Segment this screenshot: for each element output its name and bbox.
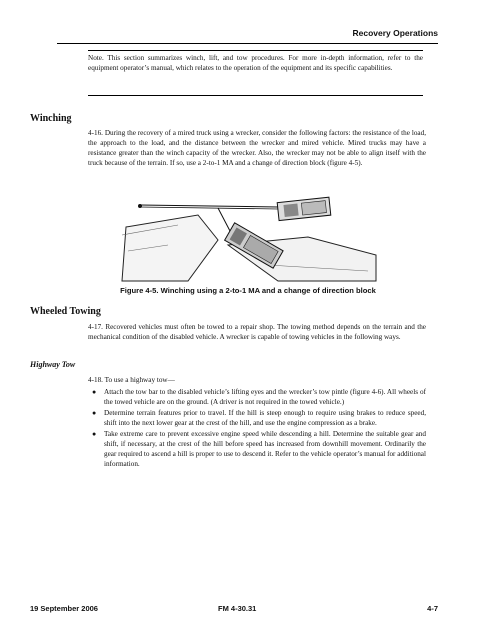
paragraph-4-18: 4-18. To use a highway tow— [88, 376, 175, 384]
note-rule-top [88, 50, 423, 51]
paragraph-4-16: 4-16. During the recovery of a mired truck using a wrecker, consider the following factors: the resistance of the load, the approach to the load, and the distance between the wrecker and mired vehicle. Mired trucks may have a resistance greater than the winch capacity of the wrecker. Also, the wrecker may not be able to align itself with the truck because of the terrain. If so, use a 2-to-1 MA and a change of direction block (figure 4-5). [88, 129, 426, 167]
list-item: ● Take extreme care to prevent excessive engine speed while descending a hill. Determine the suitable gear and shift, if necessary, at the crest of the hill before speed has increased from downhill movement. Ordinarily the gear required to ascend a hill is proper to use to descend it. Refer to the vehicle operator’s manual for additional information. [92, 430, 426, 468]
footer-date: 19 September 2006 [30, 604, 98, 613]
bullet-list [90, 387, 426, 470]
bullet-icon: ● [92, 430, 97, 438]
list-item: ● Determine terrain features prior to travel. If the hill is steep enough to require using brakes to reduce speed, shift into the next lower gear at the crest of the hill, and use the engine compression as a brake. [92, 409, 426, 427]
header-rule [57, 43, 438, 44]
note-text: Note. This section summarizes winch, lift, and tow procedures. For more in-depth information, refer to the equipment operator’s manual, which relates to the operation of the equipment and its specific capabilities. [88, 54, 423, 72]
heading-winching: Winching [30, 113, 72, 124]
list-item: ● Attach the tow bar to the disabled vehicle’s lifting eyes and the wrecker’s tow pintle (figure 4-6). All wheels of the towed vehicle are on the ground. (A driver is not required in the towed vehicle.) [92, 388, 426, 406]
heading-wheeled-towing: Wheeled Towing [30, 306, 101, 317]
footer-page-number: 4-7 [427, 604, 438, 613]
winching-figure [118, 195, 378, 283]
note-rule-bottom [88, 95, 423, 96]
figure-caption: Figure 4-5. Winching using a 2-to-1 MA and a change of direction block [120, 286, 376, 295]
bullet-icon: ● [92, 388, 97, 396]
footer-manual: FM 4-30.31 [218, 604, 257, 613]
running-header: Recovery Operations [352, 28, 438, 38]
bullet-icon: ● [92, 409, 97, 417]
heading-highway-tow: Highway Tow [30, 360, 76, 369]
paragraph-4-17: 4-17. Recovered vehicles must often be towed to a repair shop. The towing method depends on the terrain and the mechanical condition of the disabled vehicle. A wrecker is capable of towing vehicles in the following ways. [88, 323, 426, 341]
